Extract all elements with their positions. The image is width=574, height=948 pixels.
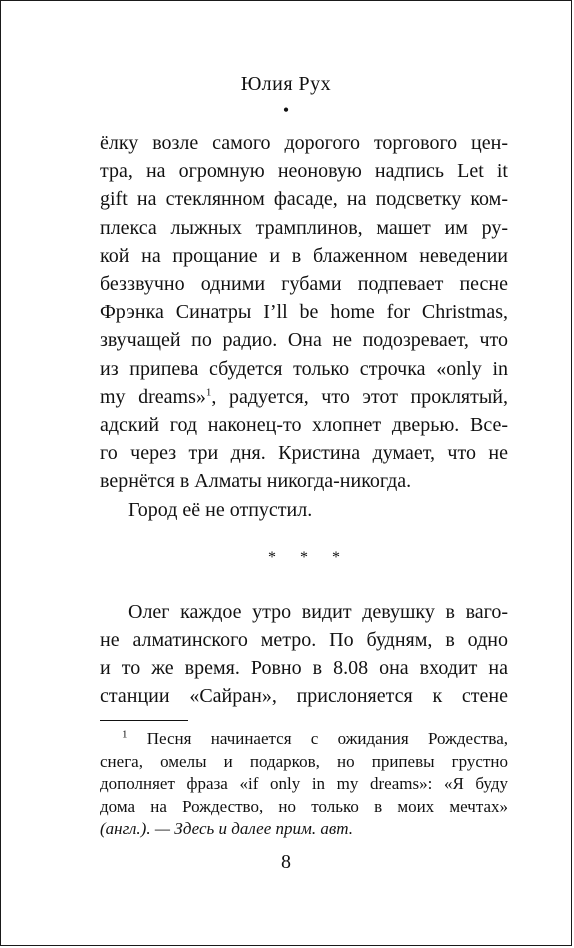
footnote-marker: 1 — [122, 728, 128, 741]
header-ornament: • — [282, 100, 290, 120]
text-line: плекса лыжных трамплинов, машет им ру- — [100, 216, 508, 239]
line-fragment: my dreams» — [100, 385, 206, 408]
footnote — [100, 728, 508, 841]
line-fragment: , радуется, что этот проклятый, — [211, 385, 509, 408]
text-line: станции «Сайран», прислоняется к стене — [100, 685, 508, 708]
text-line: и то же время. Ровно в 8.08 она входит на — [100, 657, 508, 680]
text-line: gift на стеклянном фасаде, на подсветку ком- — [100, 188, 508, 211]
text-line-with-footnote-ref — [100, 383, 508, 411]
text-line: не алматинского метро. По будням, в одно — [100, 629, 508, 652]
text-line: ёлку возле самого дорогого торгового цен- — [100, 132, 508, 154]
text-line: вернётся в Алматы никогда-никогда. — [100, 470, 412, 493]
text-line: Олег каждое утро видит девушку в ваго- — [128, 600, 508, 623]
page-number: 8 — [281, 851, 291, 873]
text-line: тра, на огромную неоновую надпись Let it — [100, 160, 508, 183]
text-line: го через три дня. Кристина думает, что не — [100, 442, 508, 465]
text-line: кой на прощание и в блаженном неведении — [100, 244, 508, 267]
paragraph-short: Город её не отпустил. — [128, 498, 313, 521]
text-line: Фрэнка Синатры I’ll be home for Christmas, — [100, 301, 508, 324]
footnote-line — [100, 728, 508, 751]
footnote-note: (англ.). — Здесь и далее прим. авт. — [100, 819, 353, 838]
footnote-line: дополняет фраза «if only in my dreams»: «Я буду — [100, 774, 508, 793]
footnote-reference: 1 — [205, 386, 212, 399]
footnote-rule — [100, 720, 188, 721]
running-head-author: Юлия Рух — [240, 73, 332, 95]
footnote-line: дома на Рождество, но только в моих мечтах» — [100, 796, 508, 816]
text-line: звучащей по радио. Она не подозревает, что — [100, 329, 508, 352]
section-break: * * * — [268, 548, 350, 566]
footnote-text: Песня начинается с ожидания Рождества, — [146, 729, 509, 748]
text-line: беззвучно одними губами подпевает песне — [100, 273, 508, 296]
main-text — [100, 129, 508, 711]
footnote-line: снега, омелы и подарков, но припевы грустно — [100, 751, 508, 771]
text-line: из припева сбудется только строчка «only in — [100, 357, 508, 380]
text-line: адский год наконец-то хлопнет дверью. Все- — [100, 414, 508, 437]
